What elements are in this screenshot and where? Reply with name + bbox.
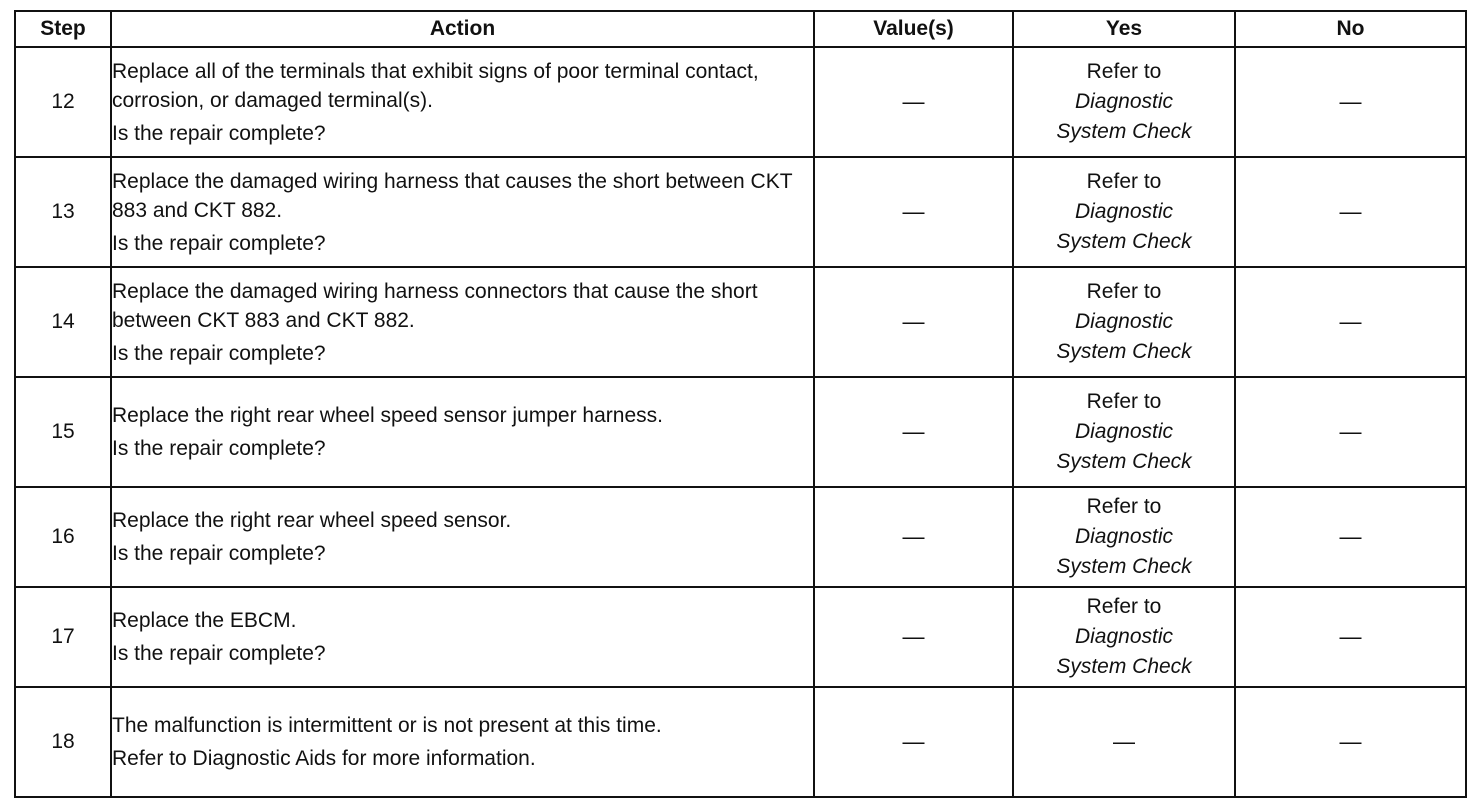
action-question: Is the repair complete? [112, 231, 326, 255]
step-number: 16 [15, 487, 111, 587]
header-no: No [1235, 11, 1466, 47]
step-number: 14 [15, 267, 111, 377]
action-cell [111, 587, 814, 687]
step-number: 12 [15, 47, 111, 157]
action-question: Is the repair complete? [112, 642, 326, 665]
yes-system-check: System Check [1056, 120, 1192, 143]
no-cell: — [1235, 157, 1466, 267]
action-text: Replace the right rear wheel speed sensor jumper harness. [112, 404, 663, 427]
no-cell: — [1235, 487, 1466, 587]
yes-diagnostic: Diagnostic [1074, 525, 1174, 548]
yes-cell [1013, 487, 1235, 587]
action-question: Is the repair complete? [112, 121, 326, 145]
yes-system-check: System Check [1056, 655, 1192, 678]
yes-diagnostic: Diagnostic [1074, 90, 1174, 113]
yes-refer-to: Refer to [1086, 390, 1162, 413]
action-question: Refer to Diagnostic Aids for more information. [112, 747, 536, 770]
yes-cell: — [1013, 687, 1235, 797]
action-cell [111, 47, 814, 157]
action-cell [111, 687, 814, 797]
yes-system-check: System Check [1056, 340, 1192, 363]
action-text: Replace the EBCM. [112, 609, 297, 632]
value-cell: — [814, 157, 1013, 267]
yes-diagnostic: Diagnostic [1074, 625, 1174, 648]
table-row [15, 267, 1466, 377]
action-text: Replace the damaged wiring harness that causes the short between CKT 883 and CKT 882. [112, 169, 793, 222]
action-cell [111, 377, 814, 487]
header-action: Action [111, 11, 814, 47]
action-cell [111, 157, 814, 267]
diagnostic-table [14, 10, 1467, 798]
yes-refer-to: Refer to [1086, 60, 1162, 83]
yes-diagnostic: Diagnostic [1074, 420, 1174, 443]
no-cell: — [1235, 687, 1466, 797]
header-yes: Yes [1013, 11, 1235, 47]
value-cell: — [814, 687, 1013, 797]
action-cell [111, 487, 814, 587]
step-number: 13 [15, 157, 111, 267]
no-cell: — [1235, 267, 1466, 377]
yes-cell [1013, 47, 1235, 157]
action-question: Is the repair complete? [112, 542, 326, 565]
table-row [15, 587, 1466, 687]
value-cell: — [814, 487, 1013, 587]
action-text: Replace all of the terminals that exhibit signs of poor terminal contact, corrosion, or damaged terminal(s). [112, 59, 759, 112]
yes-refer-to: Refer to [1086, 280, 1162, 303]
action-question: Is the repair complete? [112, 437, 326, 460]
yes-cell [1013, 157, 1235, 267]
yes-diagnostic: Diagnostic [1074, 310, 1174, 333]
table-row [15, 157, 1466, 267]
yes-cell [1013, 377, 1235, 487]
no-cell: — [1235, 587, 1466, 687]
yes-system-check: System Check [1056, 230, 1192, 253]
header-row [15, 11, 1466, 47]
yes-refer-to: Refer to [1086, 595, 1162, 618]
no-cell: — [1235, 47, 1466, 157]
table-row [15, 687, 1466, 797]
step-number: 15 [15, 377, 111, 487]
yes-refer-to: Refer to [1086, 495, 1162, 518]
yes-system-check: System Check [1056, 450, 1192, 473]
no-cell: — [1235, 377, 1466, 487]
table-row [15, 377, 1466, 487]
yes-diagnostic: Diagnostic [1074, 200, 1174, 223]
yes-cell [1013, 587, 1235, 687]
value-cell: — [814, 587, 1013, 687]
action-text: The malfunction is intermittent or is not present at this time. [112, 714, 662, 737]
header-step: Step [15, 11, 111, 47]
table-row [15, 47, 1466, 157]
action-text: Replace the right rear wheel speed sensor. [112, 509, 512, 532]
yes-system-check: System Check [1056, 555, 1192, 578]
table-row [15, 487, 1466, 587]
yes-cell [1013, 267, 1235, 377]
value-cell: — [814, 267, 1013, 377]
value-cell: — [814, 47, 1013, 157]
action-question: Is the repair complete? [112, 341, 326, 365]
action-text: Replace the damaged wiring harness connectors that cause the short between CKT 883 and CKT 882. [112, 279, 758, 332]
value-cell: — [814, 377, 1013, 487]
step-number: 17 [15, 587, 111, 687]
yes-refer-to: Refer to [1086, 170, 1162, 193]
header-values: Value(s) [814, 11, 1013, 47]
action-cell [111, 267, 814, 377]
step-number: 18 [15, 687, 111, 797]
